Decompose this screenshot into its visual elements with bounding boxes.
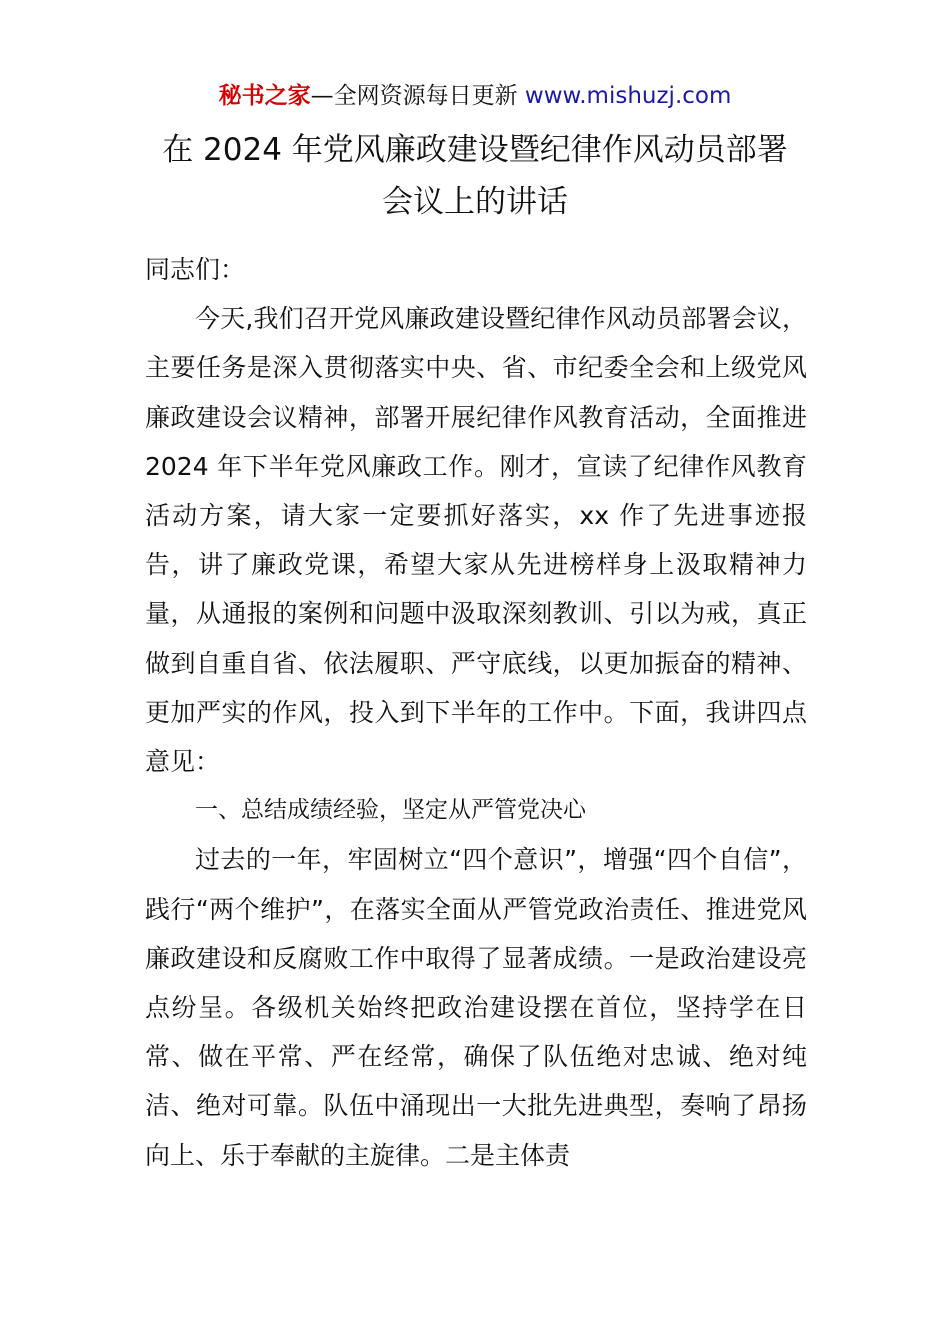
document-title (0, 124, 950, 228)
header-slogan: —全网资源每日更新 (310, 83, 525, 109)
salutation: 同志们： (145, 255, 246, 284)
site-url[interactable]: www.mishuzj.com (524, 83, 732, 109)
site-header (0, 80, 950, 112)
section-heading-1: 一、总结成绩经验，坚定从严管党决心 (195, 797, 586, 824)
paragraph-achievements: 过去的一年，牢固树立“四个意识”，增强“四个自信”，践行“两个维护”，在落实全面从严管党政治责任、推进党风廉政建设和反腐败工作中取得了显著成绩。一是政治建设亮点纷呈。各级机关始终把政治建设摆在首位，坚持学在日常、做在平常、严在经常，确保了队伍绝对忠诚、绝对纯洁、绝对可靠。队伍中涌现出一大批先进典型，奏响了昂扬向上、乐于奉献的主旋律。二是主体责 (145, 845, 807, 1170)
paragraph-intro: 今天,我们召开党风廉政建设暨纪律作风动员部署会议，主要任务是深入贯彻落实中央、省、市纪委全会和上级党风廉政建设会议精神，部署开展纪律作风教育活动，全面推进 2024 年下半年党风廉政工作。刚才，宣读了纪律作风教育活动方案，请大家一定要抓好落实，xx 作了先进事迹报告，讲了廉政党课，希望大家从先进榜样身上汲取精神力量，从通报的案例和问题中汲取深刻教训、引以为戒，真正做到自重自省、依法履职、严守底线，以更加振奋的精神、更加严实的作风，投入到下半年的工作中。下面，我讲四点意见： (145, 304, 807, 777)
title-line-1: 在 2024 年党风廉政建设暨纪律作风动员部署 (162, 132, 788, 168)
document-body (145, 245, 807, 1180)
title-line-2: 会议上的讲话 (382, 184, 568, 220)
brand-name: 秘书之家 (218, 83, 311, 109)
